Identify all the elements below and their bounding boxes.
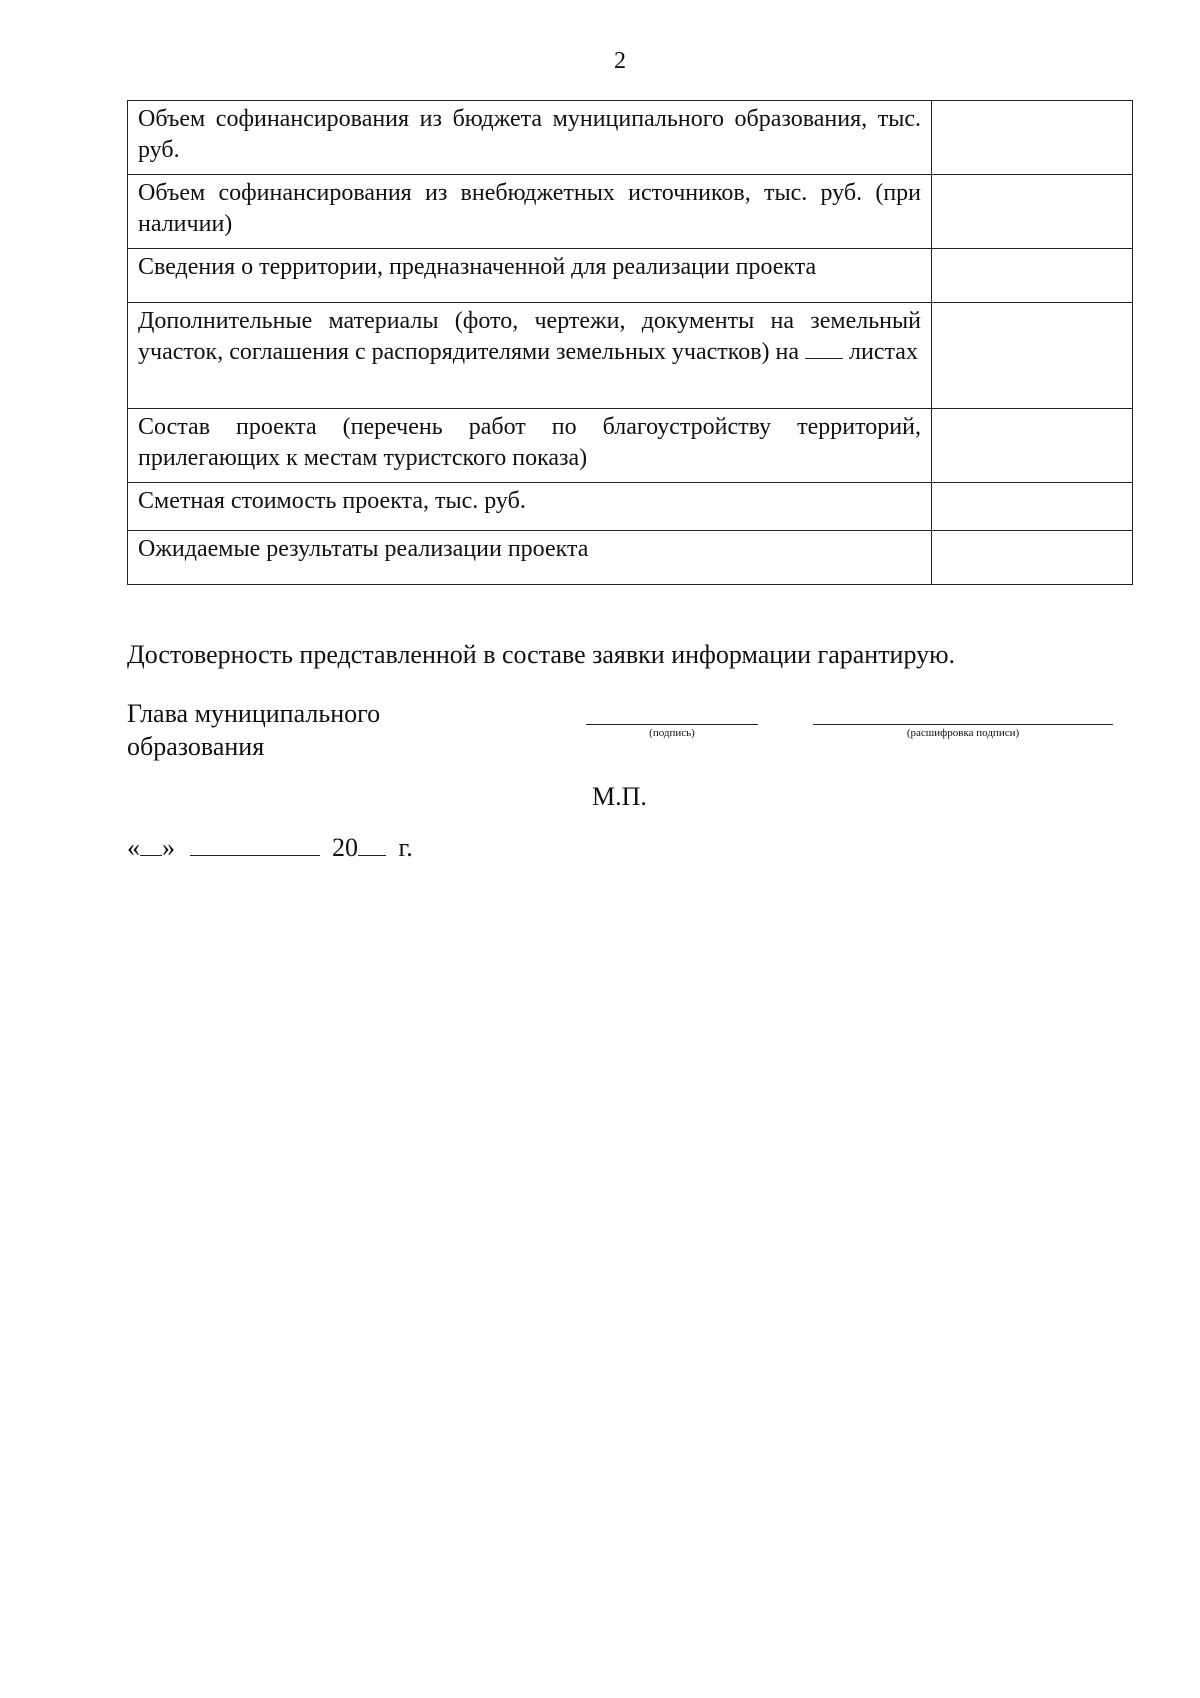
row-value[interactable]: [932, 249, 1133, 303]
row-label: Состав проекта (перечень работ по благоустройству территорий, прилегающих к местам туристского показа): [128, 409, 932, 483]
signature-field[interactable]: [586, 700, 758, 739]
row-value[interactable]: [932, 483, 1133, 531]
row-label-text: листах: [849, 339, 918, 365]
table-row: [128, 101, 1133, 175]
year-blank[interactable]: [358, 835, 386, 856]
signature-caption: (подпись): [649, 727, 695, 739]
stamp-place: М.П.: [592, 782, 647, 811]
page-number: 2: [614, 48, 626, 74]
table-row: [128, 531, 1133, 585]
sheet-count-blank[interactable]: [805, 338, 843, 359]
row-label: Сметная стоимость проекта, тыс. руб.: [128, 483, 932, 531]
row-value[interactable]: [932, 101, 1133, 175]
signature-decoding-field[interactable]: [813, 700, 1113, 739]
date-open-quote: «: [127, 833, 140, 862]
row-value[interactable]: [932, 409, 1133, 483]
row-label: Сведения о территории, предназначенной для реализации проекта: [128, 249, 932, 303]
table-row: [128, 175, 1133, 249]
row-value[interactable]: [932, 175, 1133, 249]
signature-decoding-caption: (расшифровка подписи): [906, 727, 1020, 739]
date-close-quote: »: [162, 833, 175, 862]
signature-decoding-line[interactable]: [813, 700, 1113, 725]
date-line: [127, 833, 413, 863]
application-table: [127, 100, 1133, 585]
row-label: [128, 303, 932, 409]
reliability-statement: Достоверность представленной в составе заявки информации гарантирую.: [127, 640, 956, 669]
signature-line[interactable]: [586, 700, 758, 725]
day-blank[interactable]: [140, 835, 162, 856]
year-prefix: 20: [332, 833, 358, 862]
table-row: [128, 249, 1133, 303]
row-value[interactable]: [932, 303, 1133, 409]
month-blank[interactable]: [190, 835, 320, 856]
row-label: Объем софинансирования из бюджета муниципального образования, тыс. руб.: [128, 101, 932, 175]
year-suffix: г.: [398, 833, 413, 862]
signatory-title: Глава муниципального образования: [127, 699, 381, 761]
table-row: [128, 483, 1133, 531]
table-row: [128, 303, 1133, 409]
row-label: Ожидаемые результаты реализации проекта: [128, 531, 932, 585]
table-row: [128, 409, 1133, 483]
row-value[interactable]: [932, 531, 1133, 585]
row-label-text: Дополнительные материалы (фото, чертежи, документы на земельный участок, соглашения с распорядителями земельных участков) на: [138, 308, 921, 365]
row-label: Объем софинансирования из внебюджетных источников, тыс. руб. (при наличии): [128, 175, 932, 249]
